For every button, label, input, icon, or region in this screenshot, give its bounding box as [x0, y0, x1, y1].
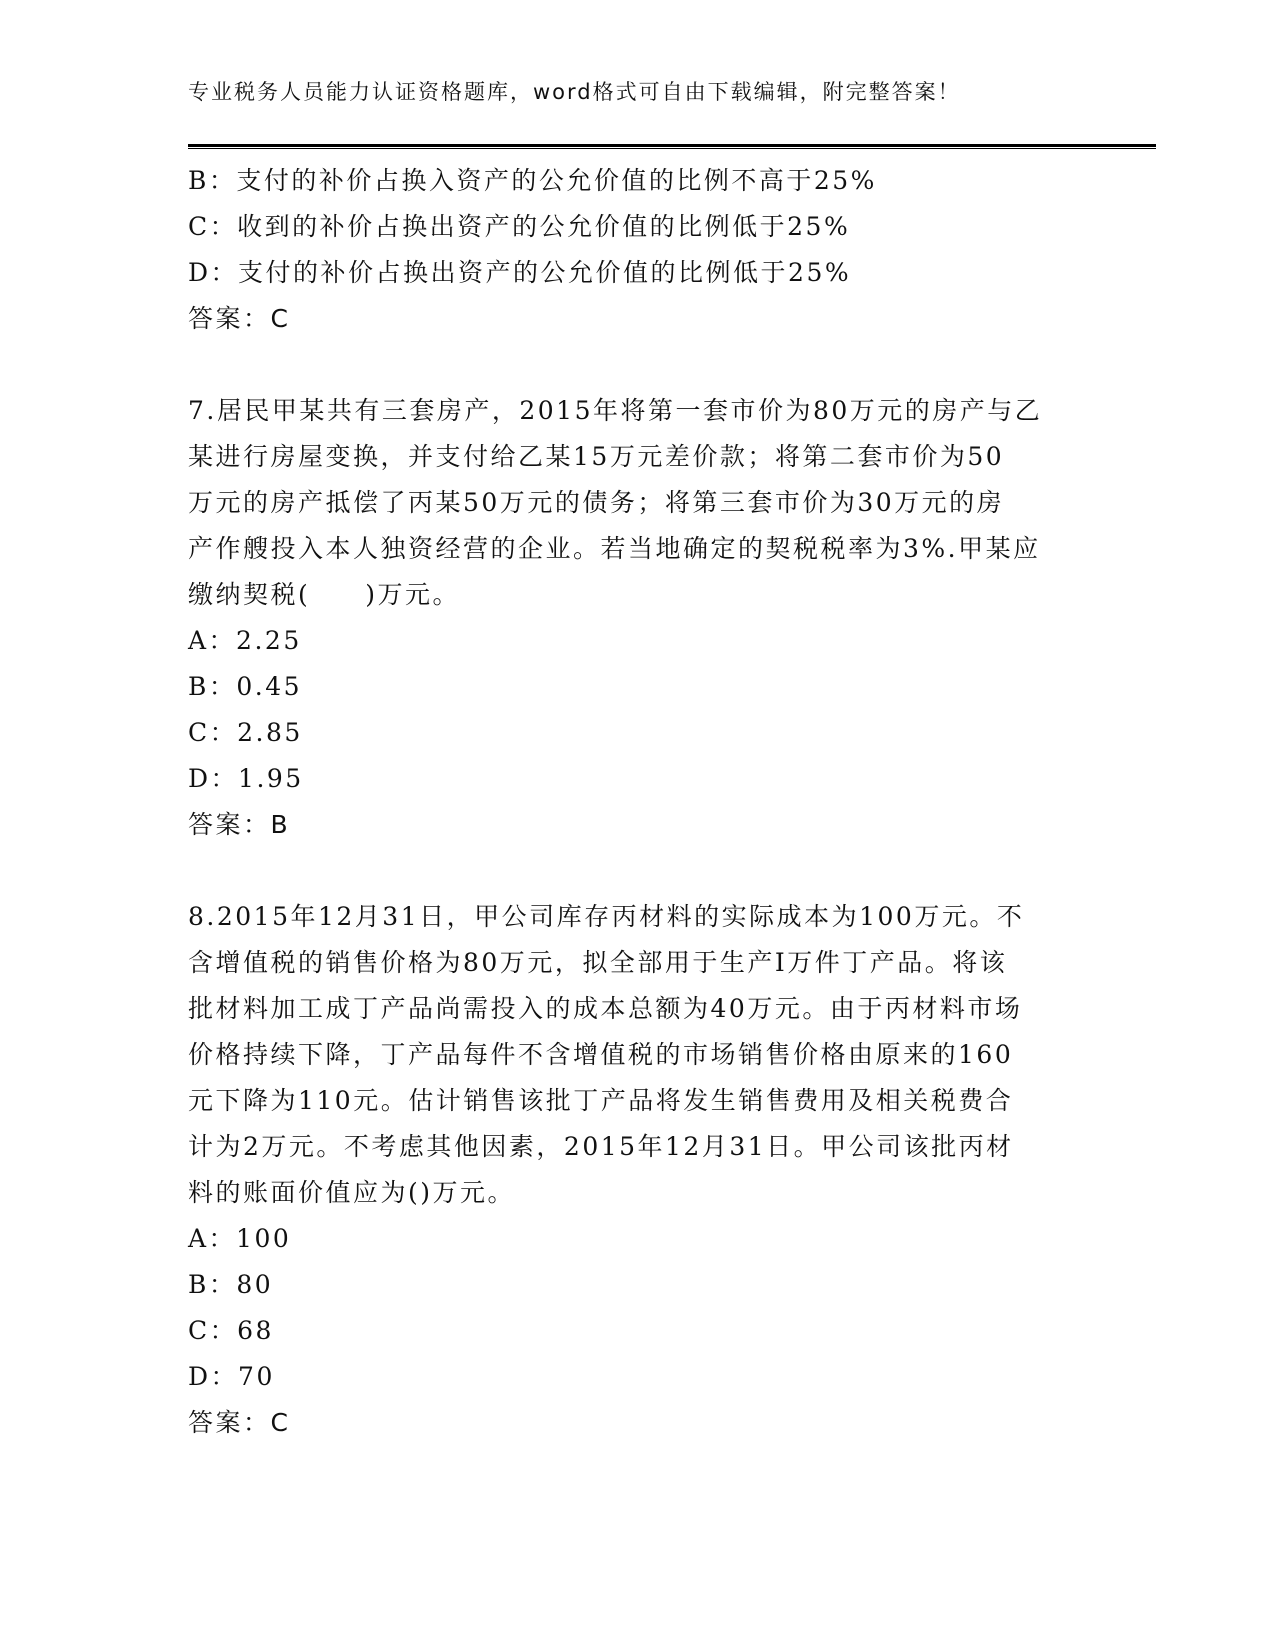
option-a: A：100	[188, 1224, 292, 1253]
header-divider	[188, 144, 1156, 149]
page-header: 专业税务人员能力认证资格题库，word格式可自由下载编辑，附完整答案！	[188, 80, 961, 104]
question-stem-line: 8.2015年12月31日，甲公司库存丙材料的实际成本为100万元。不	[188, 902, 1025, 931]
question-8	[188, 894, 1118, 1446]
answer-label: 答案：C	[188, 1408, 291, 1437]
answer-label: 答案：B	[188, 810, 291, 839]
option-b: B：80	[188, 1270, 274, 1299]
option-d: D：支付的补价占换出资产的公允价值的比例低于25%	[188, 258, 852, 287]
question-stem-line: 价格持续下降，丁产品每件不含增值税的市场销售价格由原来的160	[188, 1040, 1014, 1069]
question-stem-line: 计为2万元。不考虑其他因素，2015年12月31日。甲公司该批丙材	[188, 1132, 1014, 1161]
answer-label: 答案：C	[188, 304, 291, 333]
option-d: D：1.95	[188, 764, 304, 793]
question-stem-line: 某进行房屋变换，并支付给乙某15万元差价款；将第二套市价为50	[188, 442, 1005, 471]
question-stem-line: 批材料加工成丁产品尚需投入的成本总额为40万元。由于丙材料市场	[188, 994, 1023, 1023]
question-stem-line: 元下降为110元。估计销售该批丁产品将发生销售费用及相关税费合	[188, 1086, 1014, 1115]
question-stem-line: 产作艘投入本人独资经营的企业。若当地确定的契税税率为3%.甲某应	[188, 534, 1041, 563]
question-7	[188, 388, 1118, 848]
question-stem-line: 缴纳契税( )万元。	[188, 580, 461, 609]
option-c: C：2.85	[188, 718, 303, 747]
option-c: C：收到的补价占换出资产的公允价值的比例低于25%	[188, 212, 851, 241]
question-stem-line: 料的账面价值应为()万元。	[188, 1178, 516, 1207]
option-c: C：68	[188, 1316, 274, 1345]
option-b: B：支付的补价占换入资产的公允价值的比例不高于25%	[188, 166, 877, 195]
option-b: B：0.45	[188, 672, 303, 701]
question-stem-line: 万元的房产抵偿了丙某50万元的债务；将第三套市价为30万元的房	[188, 488, 1005, 517]
previous-question-tail	[188, 158, 1118, 342]
question-stem-line: 含增值税的销售价格为80万元，拟全部用于生产I万件丁产品。将该	[188, 948, 1008, 977]
question-stem-line: 7.居民甲某共有三套房产，2015年将第一套市价为80万元的房产与乙	[188, 396, 1043, 425]
document-body	[188, 158, 1118, 1446]
option-a: A：2.25	[188, 626, 302, 655]
option-d: D：70	[188, 1362, 275, 1391]
